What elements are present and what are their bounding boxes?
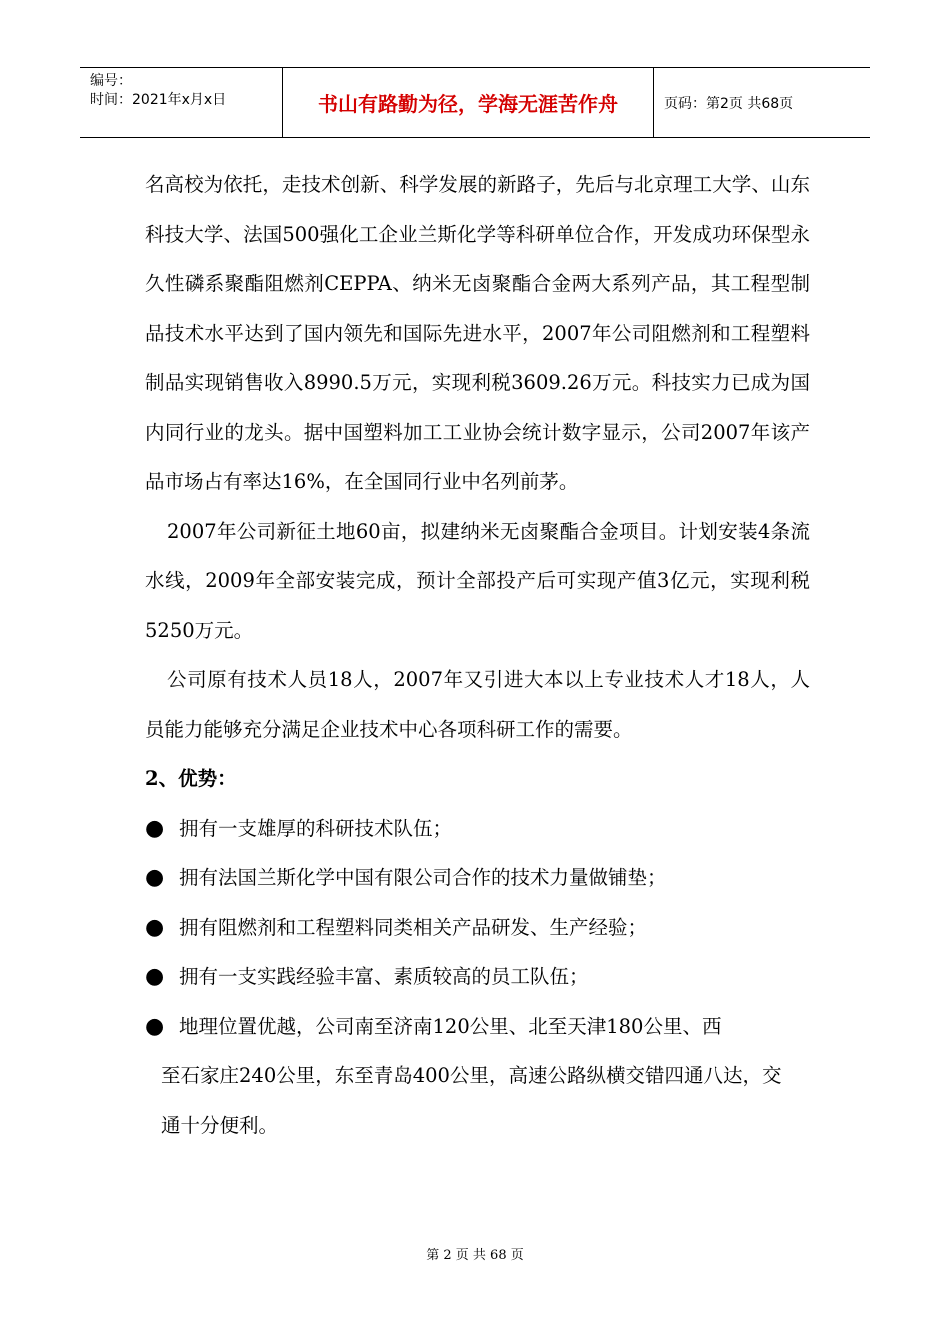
- bullet-text: 拥有法国兰斯化学中国有限公司合作的技术力量做铺垫；: [179, 866, 667, 889]
- bullet-text: 拥有一支实践经验丰富、素质较高的员工队伍；: [179, 965, 589, 988]
- bullet-continuation: 至石家庄240公里，东至青岛400公里，高速公路纵横交错四通八达，交通十分便利。: [161, 1064, 782, 1137]
- bullet-item: [145, 952, 810, 1002]
- page-header: [80, 67, 870, 138]
- header-meta: [80, 68, 282, 137]
- document-body: [145, 160, 810, 1150]
- bullet-dot-icon: ●: [145, 865, 165, 890]
- paragraph-intro: 名高校为依托，走技术创新、科学发展的新路子，先后与北京理工大学、山东科技大学、法国500强化工企业兰斯化学等科研单位合作，开发成功环保型永久性磷系聚酯阻燃剂CEPPA、纳米无卤聚酯合金两大系列产品，其工程型制品技术水平达到了国内领先和国际先进水平，2007年公司阻燃剂和工程塑料制品实现销售收入8990.5万元，实现利税3609.26万元。科技实力已成为国内同行业的龙头。据中国塑料加工工业协会统计数字显示，公司2007年该产品市场占有率达16%，在全国同行业中名列前茅。: [145, 173, 810, 493]
- page-footer: 第 2 页 共 68 页: [426, 1248, 524, 1263]
- paragraph-staff: 公司原有技术人员18人，2007年又引进大本以上专业技术人才18人，人员能力能够充分满足企业技术中心各项科研工作的需要。: [145, 668, 810, 741]
- bullet-item: [145, 804, 810, 854]
- header-page-info: 页码：第2页 共68页: [664, 95, 794, 112]
- bullet-text: 地理位置优越，公司南至济南120公里、北至天津180公里、西: [179, 1014, 722, 1038]
- bullet-dot-icon: ●: [145, 964, 165, 989]
- bullet-dot-icon: ●: [145, 815, 165, 841]
- bullet-dot-icon: ●: [145, 914, 165, 940]
- paragraph-expansion: 2007年公司新征土地60亩，拟建纳米无卤聚酯合金项目。计划安装4条流水线，2009年全部安装完成，预计全部投产后可实现产值3亿元，实现利税5250万元。: [145, 519, 810, 642]
- document-date: 时间：2021年x月x日: [90, 92, 227, 108]
- bullet-dot-icon: ●: [145, 1013, 165, 1039]
- header-motto: 书山有路勤为径，学海无涯苦作舟: [282, 68, 654, 137]
- document-number-label: 编号：: [90, 73, 132, 89]
- section-heading-advantages: 2、优势：: [145, 767, 237, 790]
- bullet-item: [145, 1002, 810, 1052]
- bullet-item: [145, 903, 810, 953]
- bullet-item: [145, 853, 810, 903]
- bullet-text: 拥有一支雄厚的科研技术队伍；: [179, 816, 453, 840]
- bullet-text: 拥有阻燃剂和工程塑料同类相关产品研发、生产经验；: [179, 915, 648, 939]
